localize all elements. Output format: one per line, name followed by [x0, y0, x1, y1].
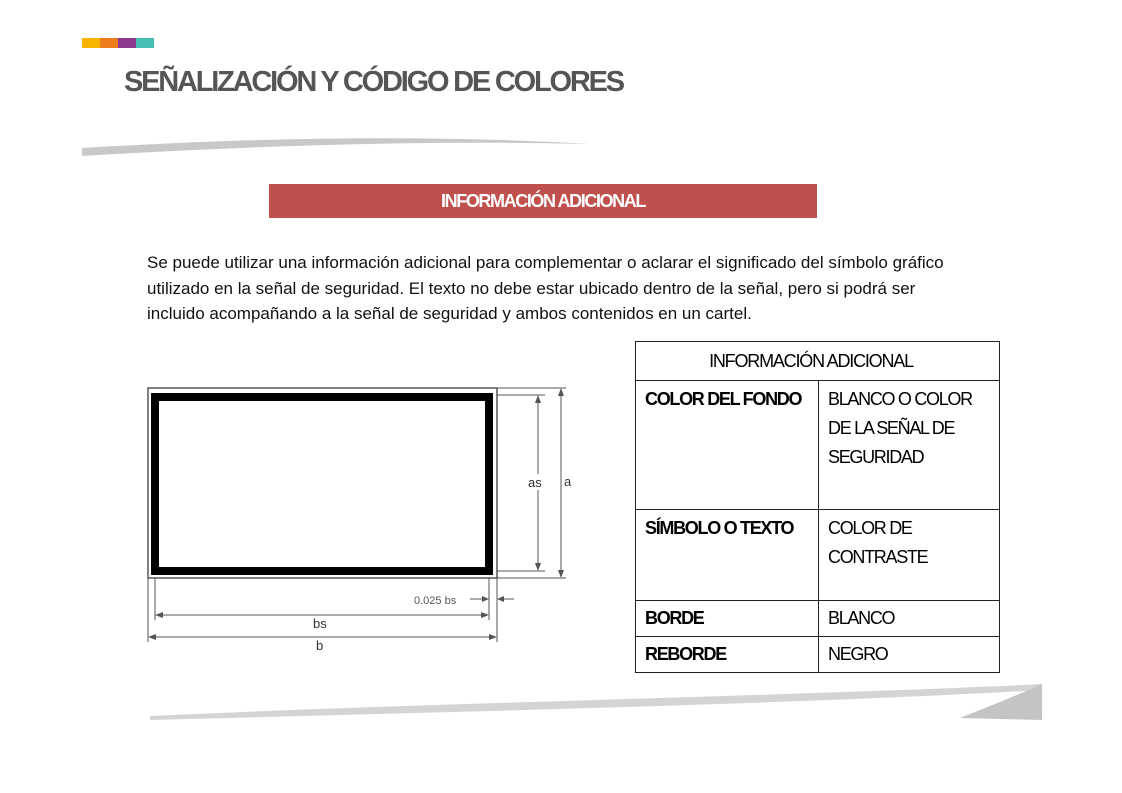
- table-row: [636, 601, 1000, 637]
- section-banner: INFORMACIÓN ADICIONAL: [269, 184, 817, 218]
- row-key: BORDE: [636, 601, 819, 637]
- row-value: BLANCO: [819, 601, 1000, 637]
- row-value: COLOR DE CONTRASTE: [819, 510, 1000, 601]
- table-header: INFORMACIÓN ADICIONAL: [636, 342, 1000, 381]
- label-bs: bs: [313, 616, 327, 631]
- table-row: [636, 510, 1000, 601]
- label-as: as: [528, 475, 542, 490]
- table-row: [636, 381, 1000, 510]
- row-key: REBORDE: [636, 637, 819, 673]
- page-title: SEÑALIZACIÓN Y CÓDIGO DE COLORES: [124, 66, 623, 98]
- sign-border-rect: [155, 397, 489, 571]
- table-row: [636, 637, 1000, 673]
- info-table: [635, 341, 1000, 673]
- label-b: b: [316, 638, 324, 653]
- row-value: NEGRO: [819, 637, 1000, 673]
- row-key: SÍMBOLO O TEXTO: [636, 510, 819, 601]
- label-a: a: [564, 474, 572, 489]
- body-paragraph: Se puede utilizar una información adicional para complementar o aclarar el significado del símbolo gráfico utilizado en la señal de seguridad. El texto no debe estar ubicado dentro de la señal, pero si podrá ser incluido acompañando a la señal de seguridad y ambos contenidos en un cartel.: [147, 253, 944, 323]
- label-gap: 0.025 bs: [414, 595, 457, 607]
- row-key: COLOR DEL FONDO: [636, 381, 819, 510]
- row-value: BLANCO O COLOR DE LA SEÑAL DE SEGURIDAD: [819, 381, 1000, 510]
